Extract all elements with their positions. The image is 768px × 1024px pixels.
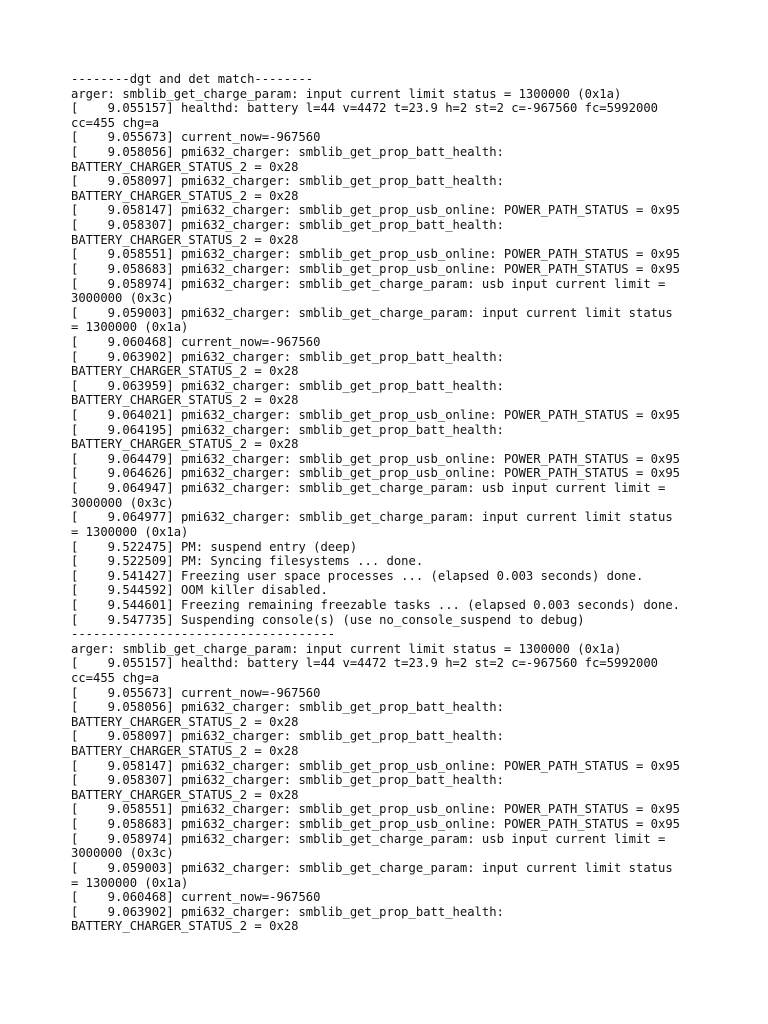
log-line: [ 9.064626] pmi632_charger: smblib_get_prop_usb_online: POWER_PATH_STATUS = 0x95 [71, 466, 681, 481]
log-line: [ 9.064977] pmi632_charger: smblib_get_charge_param: input current limit status [71, 510, 673, 525]
log-line: BATTERY_CHARGER_STATUS_2 = 0x28 [71, 714, 299, 729]
log-line: BATTERY_CHARGER_STATUS_2 = 0x28 [71, 188, 299, 203]
log-line: 3000000 (0x3c) [71, 846, 174, 861]
log-line: [ 9.063902] pmi632_charger: smblib_get_prop_batt_health: [71, 904, 504, 919]
log-line: [ 9.058307] pmi632_charger: smblib_get_prop_batt_health: [71, 773, 504, 788]
log-line: [ 9.547735] Suspending console(s) (use no_console_suspend to debug) [71, 612, 585, 627]
log-line: [ 9.544592] OOM killer disabled. [71, 583, 328, 598]
log-line: --------dgt and det match-------- [71, 72, 314, 86]
log-line: [ 9.541427] Freezing user space processes ... (elapsed 0.003 seconds) done. [71, 568, 644, 583]
log-line: [ 9.058097] pmi632_charger: smblib_get_prop_batt_health: [71, 174, 504, 189]
kernel-log-text [71, 72, 751, 934]
log-line: BATTERY_CHARGER_STATUS_2 = 0x28 [71, 787, 299, 802]
log-line: [ 9.522475] PM: suspend entry (deep) [71, 539, 358, 554]
log-line: = 1300000 (0x1a) [71, 875, 189, 890]
log-line: BATTERY_CHARGER_STATUS_2 = 0x28 [71, 232, 299, 247]
log-line: ------------------------------------ [71, 627, 336, 642]
log-line: [ 9.055673] current_now=-967560 [71, 685, 321, 700]
log-line: [ 9.058147] pmi632_charger: smblib_get_prop_usb_online: POWER_PATH_STATUS = 0x95 [71, 758, 681, 773]
log-line: [ 9.064479] pmi632_charger: smblib_get_prop_usb_online: POWER_PATH_STATUS = 0x95 [71, 451, 681, 466]
log-line: BATTERY_CHARGER_STATUS_2 = 0x28 [71, 393, 299, 408]
log-line: = 1300000 (0x1a) [71, 524, 189, 539]
log-line: BATTERY_CHARGER_STATUS_2 = 0x28 [71, 919, 299, 934]
log-line: BATTERY_CHARGER_STATUS_2 = 0x28 [71, 159, 299, 174]
log-line: BATTERY_CHARGER_STATUS_2 = 0x28 [71, 437, 299, 452]
log-line: [ 9.058683] pmi632_charger: smblib_get_prop_usb_online: POWER_PATH_STATUS = 0x95 [71, 817, 681, 832]
log-line: [ 9.060468] current_now=-967560 [71, 334, 321, 349]
log-line: [ 9.058974] pmi632_charger: smblib_get_charge_param: usb input current limit = [71, 276, 666, 291]
log-line: [ 9.063902] pmi632_charger: smblib_get_prop_batt_health: [71, 349, 504, 364]
log-line: [ 9.064947] pmi632_charger: smblib_get_charge_param: usb input current limit = [71, 481, 666, 496]
log-line: [ 9.058056] pmi632_charger: smblib_get_prop_batt_health: [71, 700, 504, 715]
log-line: [ 9.058551] pmi632_charger: smblib_get_prop_usb_online: POWER_PATH_STATUS = 0x95 [71, 247, 681, 262]
log-line: [ 9.058551] pmi632_charger: smblib_get_prop_usb_online: POWER_PATH_STATUS = 0x95 [71, 802, 681, 817]
log-line: arger: smblib_get_charge_param: input current limit status = 1300000 (0x1a) [71, 641, 622, 656]
log-line: arger: smblib_get_charge_param: input current limit status = 1300000 (0x1a) [71, 86, 622, 101]
log-line: [ 9.058307] pmi632_charger: smblib_get_prop_batt_health: [71, 218, 504, 233]
log-line: [ 9.063959] pmi632_charger: smblib_get_prop_batt_health: [71, 378, 504, 393]
log-line: = 1300000 (0x1a) [71, 320, 189, 335]
log-line: [ 9.058974] pmi632_charger: smblib_get_charge_param: usb input current limit = [71, 831, 666, 846]
log-line: BATTERY_CHARGER_STATUS_2 = 0x28 [71, 364, 299, 379]
log-line: [ 9.058056] pmi632_charger: smblib_get_prop_batt_health: [71, 145, 504, 160]
log-line: cc=455 chg=a [71, 115, 160, 130]
log-line: [ 9.058097] pmi632_charger: smblib_get_prop_batt_health: [71, 729, 504, 744]
log-line: [ 9.544601] Freezing remaining freezable tasks ... (elapsed 0.003 seconds) done. [71, 597, 681, 612]
log-line: [ 9.059003] pmi632_charger: smblib_get_charge_param: input current limit status [71, 305, 673, 320]
log-line: [ 9.055157] healthd: battery l=44 v=4472 t=23.9 h=2 st=2 c=-967560 fc=5992000 [71, 101, 658, 116]
log-line: cc=455 chg=a [71, 670, 160, 685]
log-line: [ 9.060468] current_now=-967560 [71, 890, 321, 905]
log-line: 3000000 (0x3c) [71, 291, 174, 306]
log-line: [ 9.522509] PM: Syncing filesystems ... done. [71, 554, 424, 569]
log-line: BATTERY_CHARGER_STATUS_2 = 0x28 [71, 744, 299, 759]
log-line: [ 9.058683] pmi632_charger: smblib_get_prop_usb_online: POWER_PATH_STATUS = 0x95 [71, 261, 681, 276]
log-line: [ 9.055673] current_now=-967560 [71, 130, 321, 145]
log-line: [ 9.058147] pmi632_charger: smblib_get_prop_usb_online: POWER_PATH_STATUS = 0x95 [71, 203, 681, 218]
log-line: [ 9.064021] pmi632_charger: smblib_get_prop_usb_online: POWER_PATH_STATUS = 0x95 [71, 408, 681, 423]
log-line: [ 9.064195] pmi632_charger: smblib_get_prop_batt_health: [71, 422, 504, 437]
log-line: [ 9.055157] healthd: battery l=44 v=4472 t=23.9 h=2 st=2 c=-967560 fc=5992000 [71, 656, 658, 671]
log-line: 3000000 (0x3c) [71, 495, 174, 510]
log-line: [ 9.059003] pmi632_charger: smblib_get_charge_param: input current limit status [71, 860, 673, 875]
